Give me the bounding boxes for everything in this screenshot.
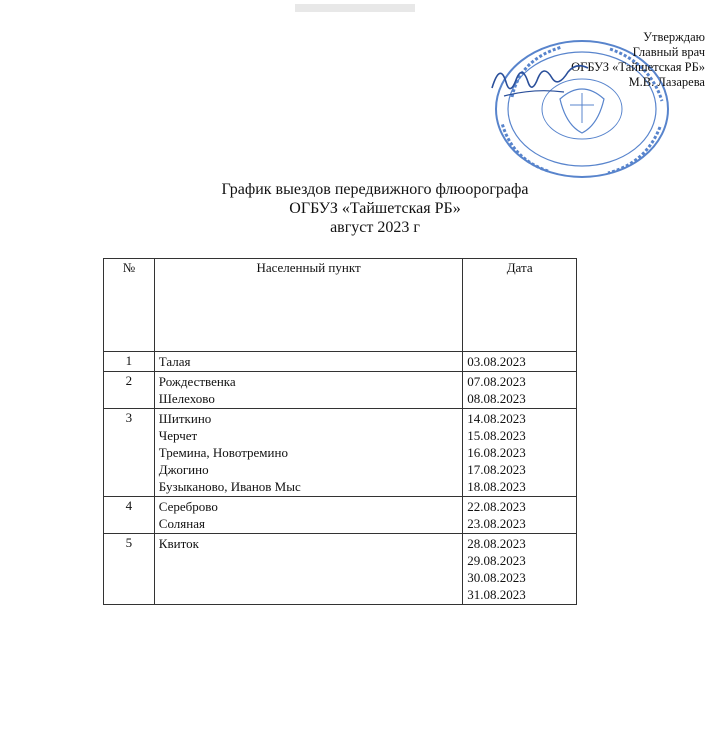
row-dates [463,352,577,372]
row-dates [463,409,577,497]
visit-date: 15.08.2023 [467,428,526,443]
table-body [104,352,577,605]
row-places [154,409,463,497]
visit-date: 23.08.2023 [467,516,526,531]
row-places [154,352,463,372]
visit-date: 07.08.2023 [467,374,526,389]
table-row [104,409,577,497]
place-name: Шелехово [158,391,215,406]
place-name: Рождественка [158,374,236,389]
row-number: 4 [104,497,155,534]
schedule-table [103,258,577,605]
approval-line: Утверждаю [643,30,705,44]
table-row [104,534,577,605]
visit-date: 30.08.2023 [467,570,526,585]
place-name: Талая [158,354,191,369]
row-number: 1 [104,352,155,372]
place-name: Черчет [158,428,198,443]
row-number: 3 [104,409,155,497]
approval-organization: ОГБУЗ «Тайшетская РБ» [571,60,705,74]
place-name: Джогино [158,462,209,477]
table-row [104,372,577,409]
place-name: Сереброво [158,499,218,514]
title-period: август 2023 г [330,219,420,236]
visit-date: 31.08.2023 [467,587,526,602]
table-header-row [104,259,577,352]
visit-date: 16.08.2023 [467,445,526,460]
title-organization: ОГБУЗ «Тайшетская РБ» [289,200,461,217]
header-date: Дата [463,259,577,352]
row-dates [463,372,577,409]
row-places [154,372,463,409]
row-places [154,534,463,605]
header-num: № [104,259,155,352]
document-title [150,180,600,237]
row-places [154,497,463,534]
header-place: Населенный пункт [154,259,463,352]
visit-date: 08.08.2023 [467,391,526,406]
approval-position: Главный врач [632,45,705,59]
approval-signatory: М.В. Лазарева [628,75,705,89]
place-name: Соляная [158,516,205,531]
visit-date: 22.08.2023 [467,499,526,514]
row-number: 5 [104,534,155,605]
place-name: Квиток [158,536,199,551]
table-row [104,352,577,372]
visit-date: 29.08.2023 [467,553,526,568]
place-name: Бузыканово, Иванов Мыс [158,479,301,494]
row-number: 2 [104,372,155,409]
scan-artifact [295,4,415,12]
row-dates [463,497,577,534]
place-name: Шиткино [158,411,212,426]
signature-icon [486,58,596,108]
visit-date: 17.08.2023 [467,462,526,477]
visit-date: 03.08.2023 [467,354,526,369]
table-row [104,497,577,534]
visit-date: 18.08.2023 [467,479,526,494]
visit-date: 14.08.2023 [467,411,526,426]
visit-date: 28.08.2023 [467,536,526,551]
row-dates [463,534,577,605]
title-line: График выездов передвижного флюорографа [221,181,529,198]
place-name: Тремина, Новотремино [158,445,288,460]
